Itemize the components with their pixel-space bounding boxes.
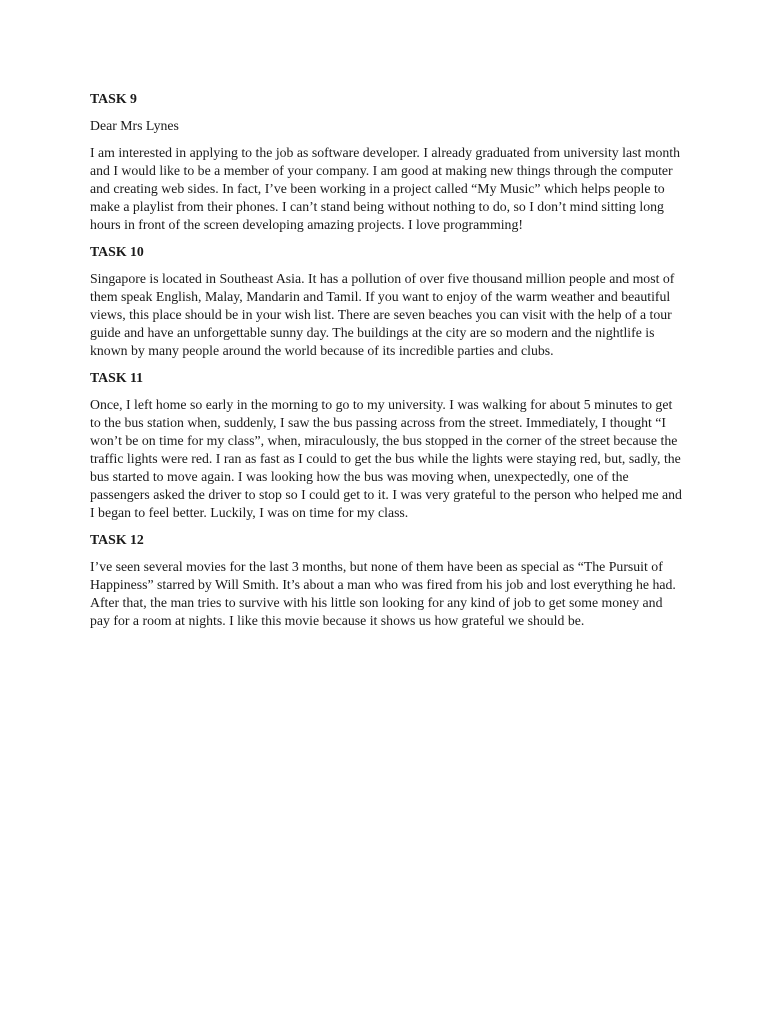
task10-heading: TASK 10 — [90, 244, 144, 259]
document-page — [90, 90, 682, 639]
task9-salutation: Dear Mrs Lynes — [90, 118, 179, 133]
task11-body: Once, I left home so early in the morning to go to my university. I was walking for about 5 minutes to get to the bus station when, suddenly, I saw the bus passing across from the street. Immediately, I thought “I won’t be on time for my class”, when, miraculously, the bus stopped in the corner of the street because the traffic lights were red. I ran as fast as I could to get the bus while the lights were staying red, but, sadly, the bus started to move again. I was looking how the bus was moving when, unexpectedly, one of the passengers asked the driver to stop so I could get to it. I was very grateful to the person who helped me and I began to feel better. Luckily, I was on time for my class. — [90, 397, 682, 520]
task12-heading: TASK 12 — [90, 532, 144, 547]
task11-heading: TASK 11 — [90, 370, 144, 385]
task9-heading: TASK 9 — [90, 91, 137, 106]
task10-body: Singapore is located in Southeast Asia. It has a pollution of over five thousand million people and most of them speak English, Malay, Mandarin and Tamil. If you want to enjoy of the warm weather and beautiful views, this place should be in your wish list. There are seven beaches you can visit with the help of a tour guide and have an unforgettable sunny day. The buildings at the city are so modern and the nightlife is known by many people around the world because of its incredible parties and clubs. — [90, 271, 675, 358]
task9-section — [90, 90, 682, 234]
task12-body: I’ve seen several movies for the last 3 months, but none of them have been as special as “The Pursuit of Happiness” starred by Will Smith. It’s about a man who was fired from his job and lost everything he had. After that, the man tries to survive with his little son looking for any kind of job to get some money and pay for a room at nights. I like this movie because it shows us how grateful we should be. — [90, 559, 676, 628]
task10-section — [90, 243, 682, 360]
task9-body: I am interested in applying to the job as software developer. I already graduated from university last month and I would like to be a member of your company. I am good at making new things through the computer and creating web sides. In fact, I’ve been working in a project called “My Music” which helps people to make a playlist from their phones. I can’t stand being without nothing to do, so I don’t mind sitting long hours in front of the screen developing amazing projects. I love programming! — [90, 145, 681, 232]
task12-section — [90, 531, 682, 630]
task11-section — [90, 369, 682, 522]
